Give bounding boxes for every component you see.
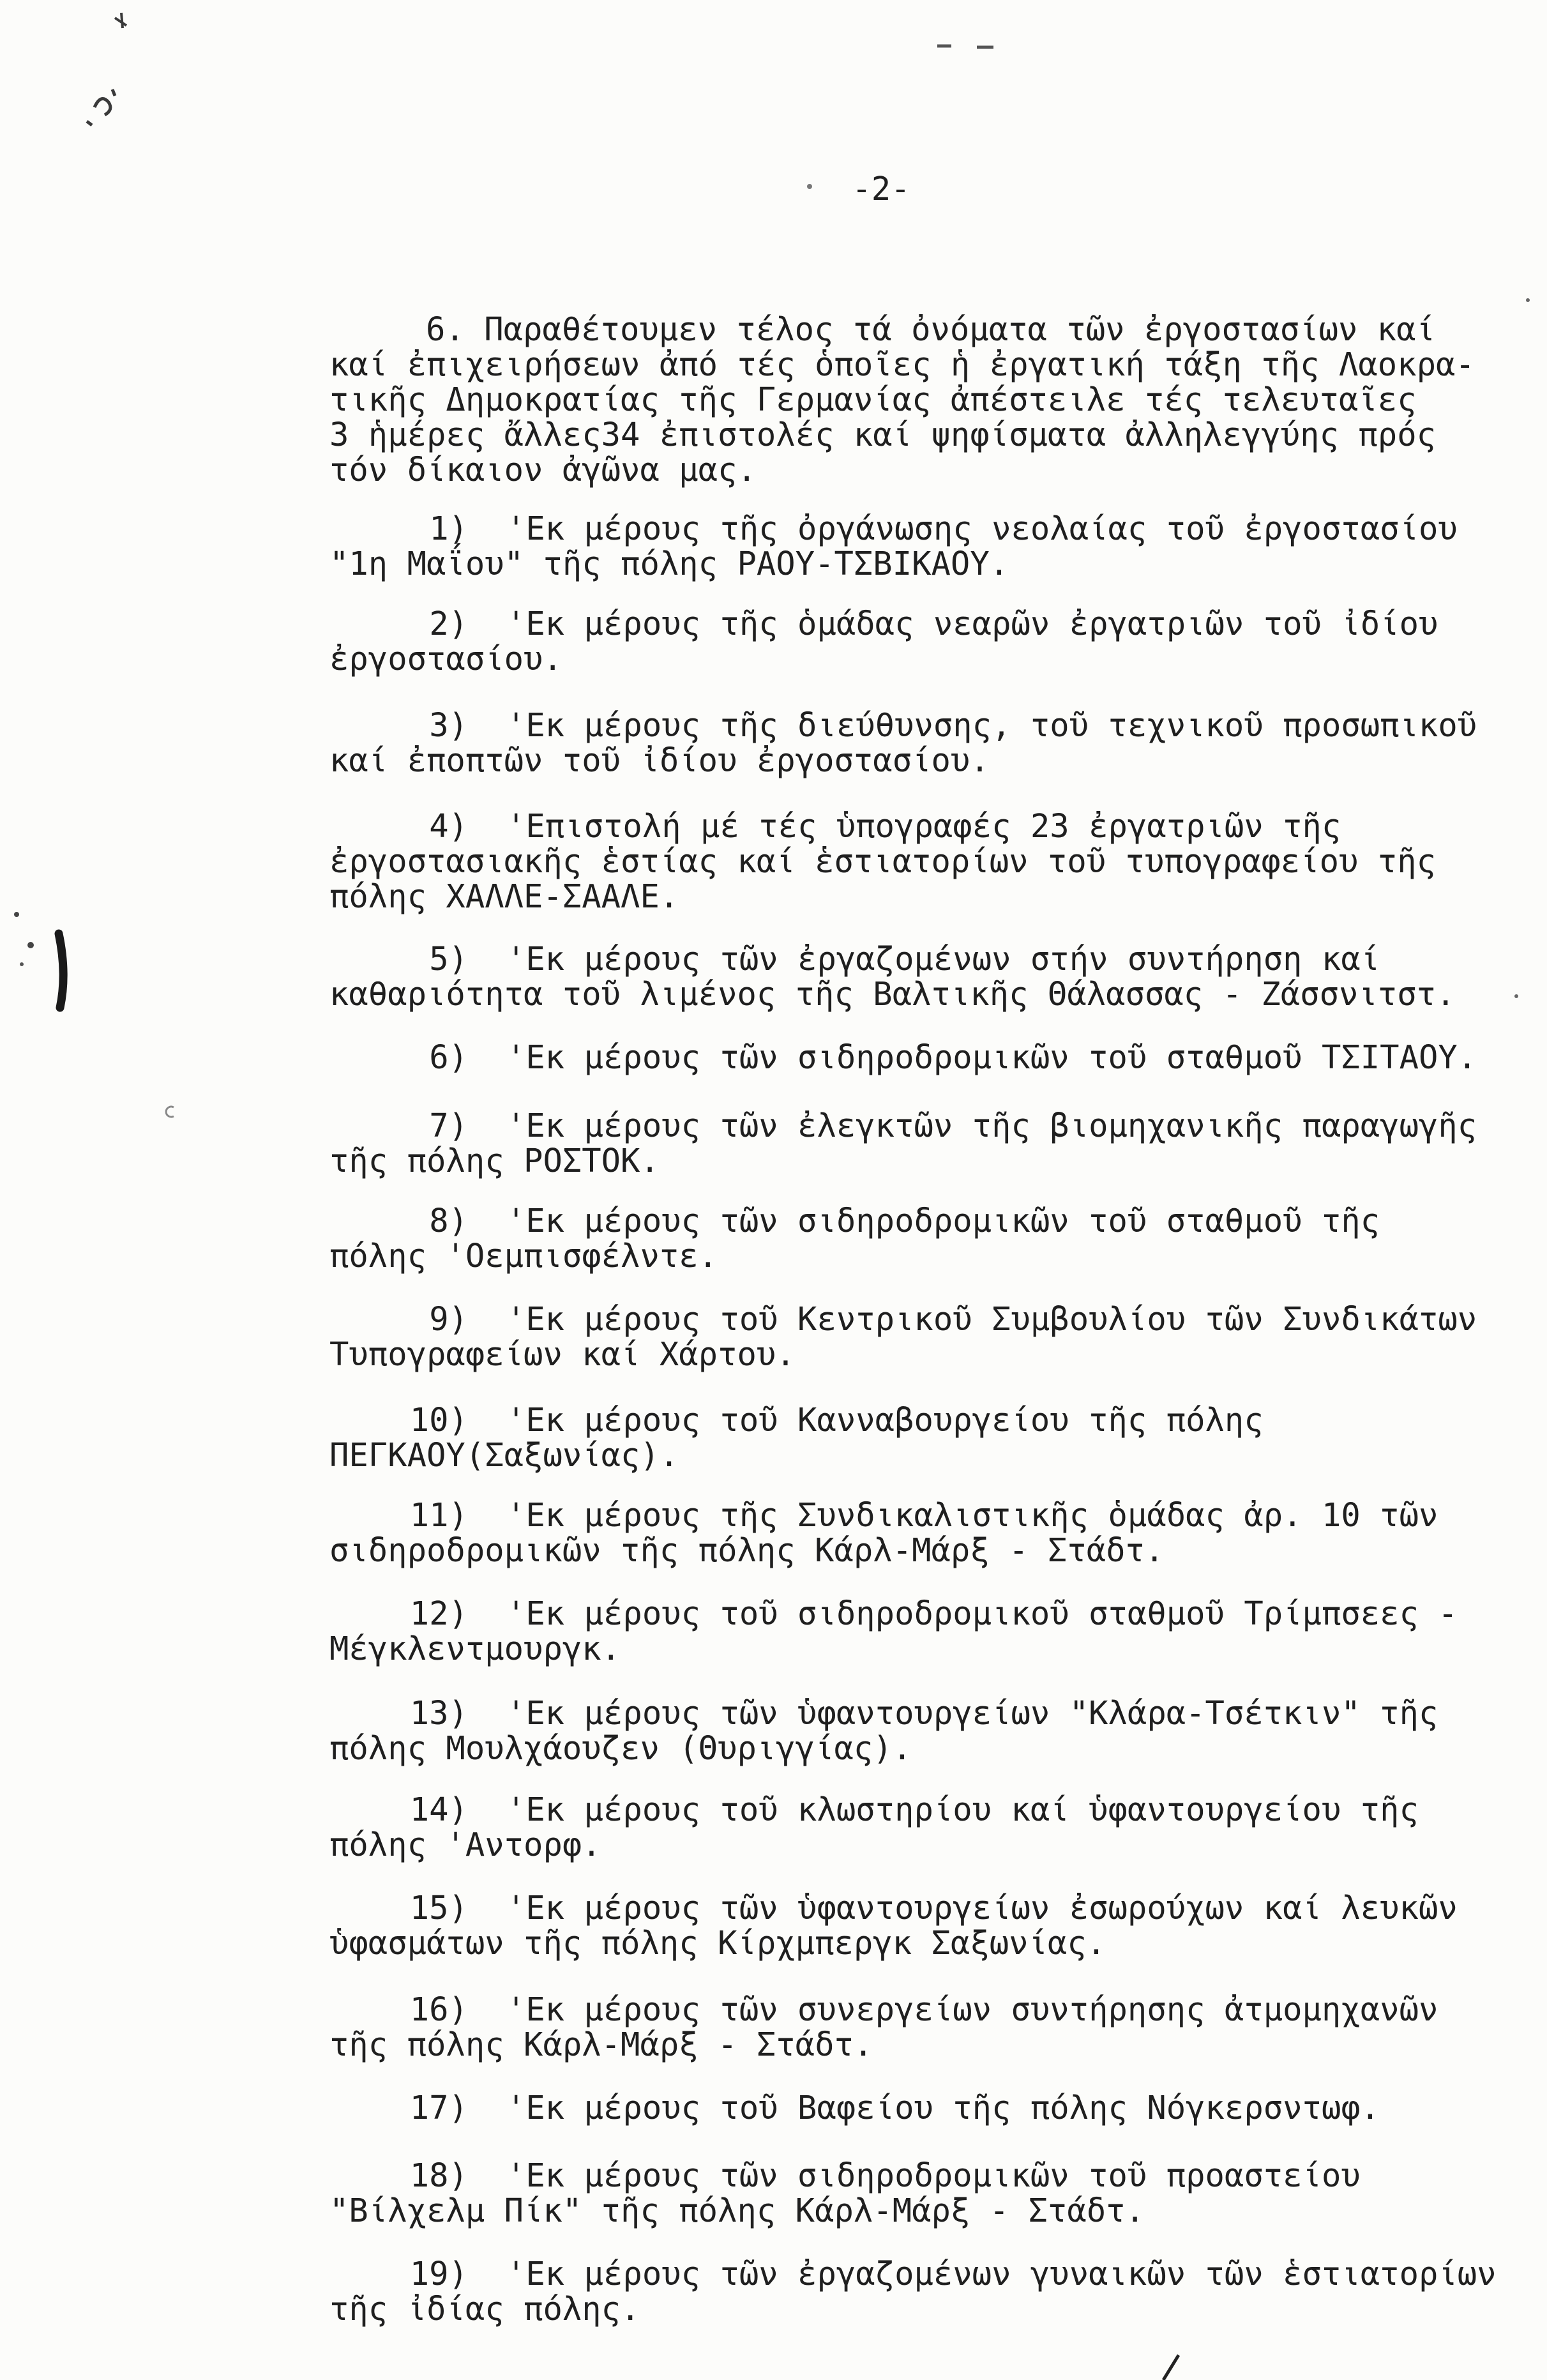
list-item [329,2256,1530,2326]
item-number: 14) [409,1791,468,1828]
item-number: 10) [409,1401,468,1439]
item-text: 'Εκ μέρους τῶν ἐργαζομένων στήν συντήρηση καί [506,940,1380,978]
page-number: -2- [852,170,910,208]
item-text-line: πόλης ΧΑΛΛΕ-ΣΑΑΛΕ. [329,877,679,915]
list-item [329,1301,1530,1372]
item-text: 'Εκ μέρους τῆς ὀργάνωσης νεολαίας τοῦ ἐργοστασίου [506,510,1458,547]
item-first-line [329,808,1530,844]
item-number: 12) [409,1595,468,1632]
item-text-line: πόλης 'Οεμπισφέλντε. [329,1237,718,1275]
intro-line: τόν δίκαιον ἀγῶνα μας. [329,451,757,489]
item-text: 'Επιστολή μέ τές ὑπογραφές 23 ἐργατριῶν τῆς [506,807,1341,845]
list-item [329,511,1530,581]
item-number: 11) [409,1496,468,1534]
list-item [329,941,1530,1012]
item-text-line: καί ἐποπτῶν τοῦ ἰδίου ἐργοστασίου. [329,741,990,779]
scan-mark [937,46,993,47]
item-first-line [329,2090,1530,2125]
item-text-line: ΠΕΓΚΑΟΥ(Σαξωνίας). [329,1436,679,1474]
item-text: 'Εκ μέρους τῆς ὁμάδας νεαρῶν ἐργατριῶν τοῦ ἰδίου [506,605,1438,642]
item-number: 5) [429,940,468,978]
list-item [329,1695,1530,1766]
scan-mark [20,962,24,966]
scan-mark [807,184,812,189]
list-item [329,1040,1530,1075]
item-text: 'Εκ μέρους τῆς διεύθυνσης, τοῦ τεχνικοῦ προσωπικοῦ [506,706,1477,744]
item-first-line [329,1695,1530,1731]
item-first-line [329,1497,1530,1533]
item-text-line: πόλης 'Αντορφ. [329,1826,601,1863]
item-number: 19) [409,2255,468,2293]
list-item [329,1992,1530,2062]
list-item [329,708,1530,778]
item-first-line [329,708,1530,743]
scan-mark [59,934,63,1008]
item-first-line [329,1108,1530,1143]
list-item [329,1792,1530,1862]
item-text-line: τῆς πόλης Κάρλ-Μάρξ - Στάδτ. [329,2026,873,2063]
item-number: 16) [409,1990,468,2028]
list-item [329,606,1530,676]
item-text: 'Εκ μέρους τοῦ κλωστηρίου καί ὑφαντουργείου τῆς [506,1791,1419,1828]
item-text-line: τῆς ἰδίας πόλης. [329,2290,640,2328]
item-text: 'Εκ μέρους τῶν σιδηροδρομικῶν τοῦ προαστείου [506,2156,1361,2194]
item-text: 'Εκ μέρους τῶν σιδηροδρομικῶν τοῦ σταθμοῦ τῆς [506,1202,1380,1239]
item-number: 17) [409,2089,468,2126]
list-item [329,1402,1530,1473]
list-item [329,2090,1530,2125]
item-number: 8) [429,1202,468,1239]
item-text: 'Εκ μέρους τοῦ Κανναβουργείου τῆς πόλης [506,1401,1264,1439]
item-number: 9) [429,1300,468,1338]
item-number: 6) [429,1038,468,1076]
item-text-line: σιδηροδρομικῶν τῆς πόλης Κάρλ-Μάρξ - Στάδτ. [329,1531,1165,1569]
list-item [329,1890,1530,1960]
item-first-line [329,2158,1530,2193]
item-text-line: πόλης Μουλχάουζεν (Θυριγγίας). [329,1729,912,1767]
item-number: 4) [429,807,468,845]
scan-mark [87,89,115,125]
item-text-line: "1η Μαΐου" τῆς πόλης ΡΑΟΥ-ΤΣΒΙΚΑΟΥ. [329,545,1009,582]
list-item [329,1108,1530,1178]
item-text-line: ὑφασμάτων τῆς πόλης Κίρχμπεργκ Σαξωνίας. [329,1924,1106,1962]
item-text: 'Εκ μέρους τῶν σιδηροδρομικῶν τοῦ σταθμοῦ ΤΣΙΤΑΟΥ. [506,1038,1477,1076]
item-number: 3) [429,706,468,744]
item-text-line: καθαριότητα τοῦ λιμένος τῆς Βαλτικῆς Θάλασσας - Ζάσσνιτστ. [329,975,1456,1013]
item-first-line [329,511,1530,546]
item-text: 'Εκ μέρους τοῦ Βαφείου τῆς πόλης Νόγκερσντωφ. [506,2089,1380,2126]
intro-line: 3 ἡμέρες ἄλλες34 ἐπιστολές καί ψηφίσματα ἀλληλεγγύης πρός [329,416,1437,453]
item-text: 'Εκ μέρους τῶν ὑφαντουργείων "Κλάρα-Τσέτκιν" τῆς [506,1694,1438,1732]
item-text: 'Εκ μέρους τοῦ σιδηροδρομικοῦ σταθμοῦ Τρίμπσεες - [506,1595,1458,1632]
item-text-line: τῆς πόλης ΡΟΣΤΟΚ. [329,1142,660,1179]
item-first-line [329,1203,1530,1238]
item-first-line [329,941,1530,976]
item-text: 'Εκ μέρους τῆς Συνδικαλιστικῆς ὁμάδας ἀρ. 10 τῶν [506,1496,1438,1534]
item-first-line [329,1040,1530,1075]
list-item [329,1596,1530,1666]
scan-mark [115,13,126,28]
list-item [329,808,1530,914]
item-first-line [329,2256,1530,2291]
list-item [329,1497,1530,1568]
item-text: 'Εκ μέρους τοῦ Κεντρικοῦ Συμβουλίου τῶν Συνδικάτων [506,1300,1477,1338]
list-item [329,1203,1530,1273]
item-text: 'Εκ μέρους τῶν συνεργείων συντήρησης ἀτμομηχανῶν [506,1990,1438,2028]
item-text: 'Εκ μέρους τῶν ὑφαντουργείων ἐσωρούχων καί λευκῶν [506,1889,1458,1927]
scan-mark [1526,298,1530,302]
scan-mark [166,1107,174,1117]
item-text-line: Μέγκλεντμουργκ. [329,1630,621,1667]
item-first-line [329,1890,1530,1925]
scan-mark [27,942,34,948]
item-first-line [329,1992,1530,2027]
item-number: 2) [429,605,468,642]
item-first-line [329,606,1530,641]
item-number: 15) [409,1889,468,1927]
item-number: 7) [429,1107,468,1144]
item-text: 'Εκ μέρους τῶν ἐργαζομένων γυναικῶν τῶν ἑστιατορίων [506,2255,1497,2293]
item-first-line [329,1301,1530,1337]
item-first-line [329,1792,1530,1827]
item-text-line: Τυπογραφείων καί Χάρτου. [329,1335,796,1373]
item-text: 'Εκ μέρους τῶν ἐλεγκτῶν τῆς βιομηχανικῆς παραγωγῆς [506,1107,1477,1144]
item-first-line [329,1596,1530,1631]
scan-mark [14,912,19,917]
intro-line: καί ἐπιχειρήσεων ἀπό τές ὁποῖες ἡ ἐργατική τάξη τῆς Λαοκρα- [329,345,1475,383]
item-text-line: ἐργοστασιακῆς ἑστίας καί ἑστιατορίων τοῦ τυπογραφείου τῆς [329,842,1437,880]
item-number: 18) [409,2156,468,2194]
intro-line: τικῆς Δημοκρατίας τῆς Γερμανίας ἀπέστειλε τές τελευταῖες [329,381,1417,418]
list-item [329,2158,1530,2228]
item-text-line: "Βίλχελμ Πίκ" τῆς πόλης Κάρλ-Μάρξ - Στάδτ. [329,2192,1145,2229]
intro-line: 6. Παραθέτουμεν τέλος τά ὀνόματα τῶν ἐργοστασίων καί [426,310,1435,348]
item-number: 1) [429,510,468,547]
item-text-line: ἐργοστασίου. [329,640,562,678]
item-number: 13) [409,1694,468,1732]
scan-mark [1163,2355,1179,2380]
item-first-line [329,1402,1530,1437]
intro-paragraph [329,312,1530,487]
